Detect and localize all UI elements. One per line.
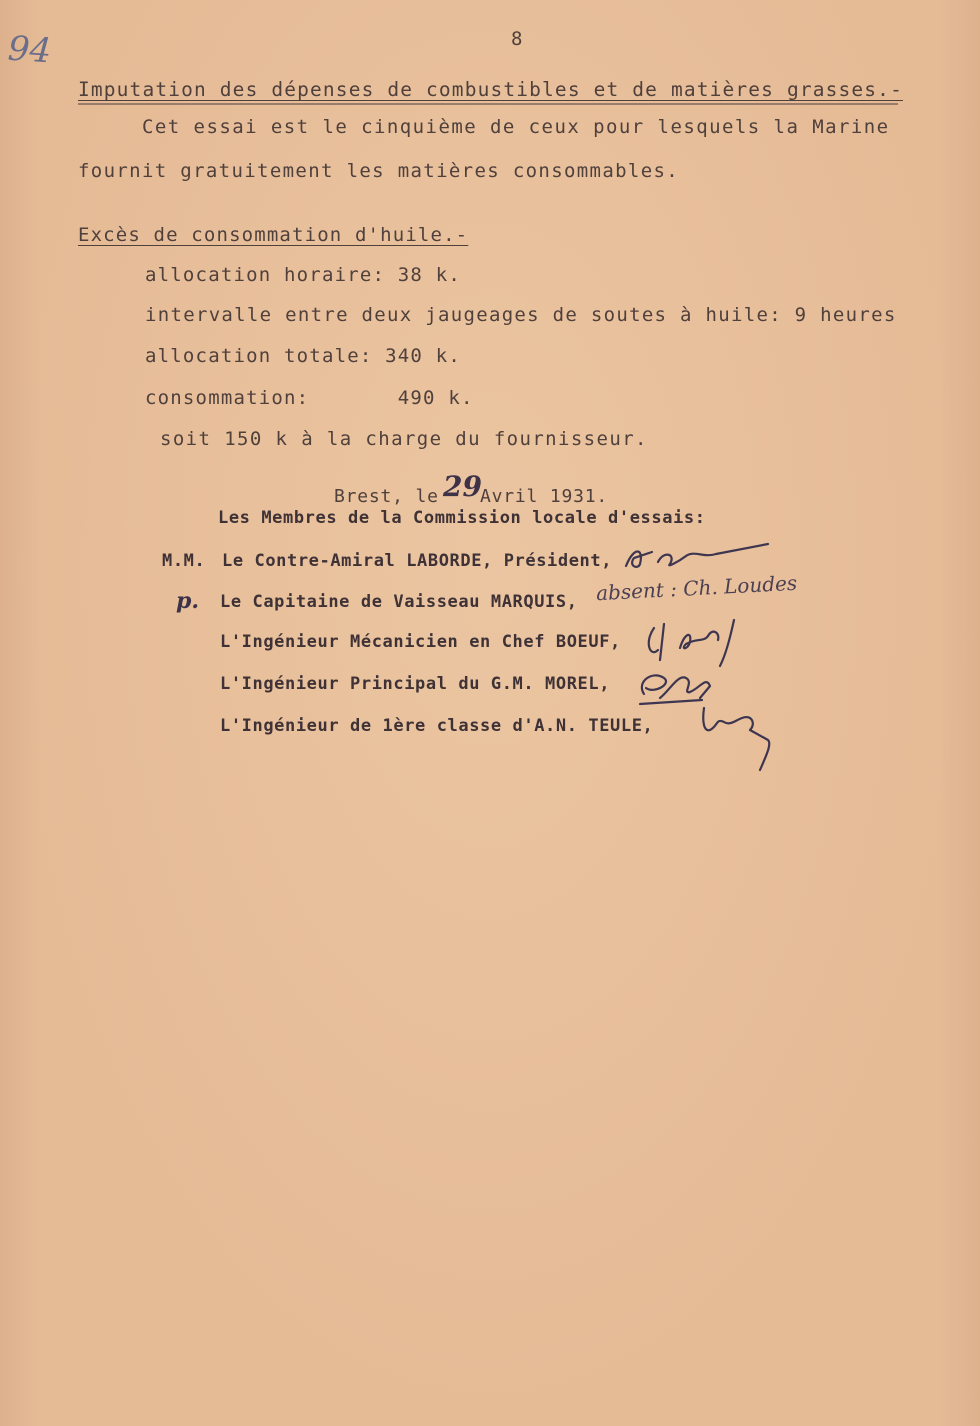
date-day-handwritten: 29 [443, 470, 482, 503]
heading-rule [78, 103, 898, 105]
member-marquis: Le Capitaine de Vaisseau MARQUIS, [220, 592, 578, 612]
handwritten-absent-note: absent : Ch. Loudes [595, 570, 798, 606]
page-number: 8 [511, 28, 524, 50]
oil-item-1: allocation horaire: 38 k. [145, 264, 461, 286]
member-laborde: Le Contre-Amiral LABORDE, Président, [222, 551, 613, 571]
date-suffix: Avril 1931. [480, 486, 609, 507]
section-heading-imputation: Imputation des dépenses de combustibles et de matières grasses.- [78, 78, 903, 101]
oil-item-2: intervalle entre deux jaugeages de soutes à huile: 9 heures [145, 304, 897, 326]
signature-teule [690, 696, 780, 776]
margin-note: 94 [6, 28, 53, 72]
member-boeuf: L'Ingénieur Mécanicien en Chef BOEUF, [220, 632, 621, 652]
signature-boeuf [640, 614, 750, 670]
oil-item-5: soit 150 k à la charge du fournisseur. [160, 428, 648, 450]
oil-item-4: consommation: 490 k. [145, 387, 474, 409]
member-prefix-p: p. [176, 588, 200, 614]
signature-laborde [620, 536, 780, 576]
paragraph-line-2: fournit gratuitement les matières consommables. [78, 160, 680, 182]
commission-title: Les Membres de la Commission locale d'essais: [218, 508, 706, 528]
oil-item-3: allocation totale: 340 k. [145, 345, 461, 367]
date-prefix: Brest, le [334, 486, 439, 507]
paragraph-line-1: Cet essai est le cinquième de ceux pour lesquels la Marine [142, 116, 890, 138]
member-teule: L'Ingénieur de 1ère classe d'A.N. TEULE, [220, 716, 654, 736]
section-heading-oil: Excès de consommation d'huile.- [78, 224, 469, 246]
member-prefix-mm: M.M. [162, 551, 206, 571]
member-morel: L'Ingénieur Principal du G.M. MOREL, [220, 674, 611, 694]
